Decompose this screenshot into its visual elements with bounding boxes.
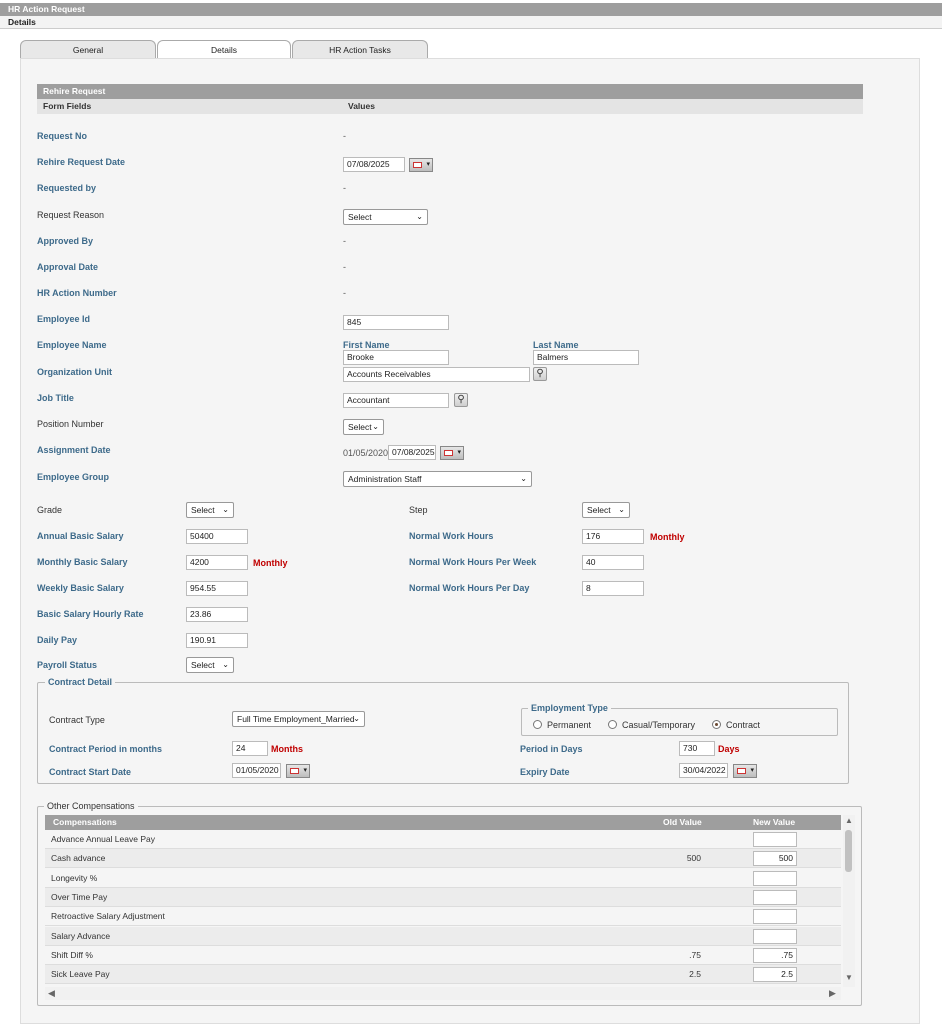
calendar-icon [444, 450, 453, 456]
chevron-down-icon: ⌄ [618, 505, 625, 514]
hours-day-input[interactable]: 8 [582, 581, 644, 596]
compensation-new-value-input[interactable]: 500 [753, 851, 797, 866]
col-form-fields: Form Fields [43, 101, 92, 111]
chevron-down-icon: ⌄ [372, 422, 379, 431]
contract-period-input[interactable]: 24 [232, 741, 268, 756]
col-values: Values [348, 101, 375, 111]
contract-period-label: Contract Period in months [49, 744, 163, 754]
compensation-new-value-input[interactable] [753, 871, 797, 886]
table-row [45, 927, 841, 946]
radio-contract[interactable] [712, 720, 721, 729]
chevron-down-icon: ⌄ [416, 212, 423, 221]
contract-detail-legend: Contract Detail [45, 677, 115, 687]
daily-pay-label: Daily Pay [37, 635, 78, 645]
horizontal-scrollbar[interactable] [45, 987, 841, 1000]
position-number-select[interactable] [343, 419, 384, 435]
compensation-name: Over Time Pay [51, 891, 108, 902]
approved-by-value: - [343, 236, 346, 246]
tab-details[interactable]: Details [157, 40, 291, 59]
request-no-label: Request No [37, 131, 88, 141]
radio-contract-label: Contract [726, 720, 761, 730]
period-days-input[interactable]: 730 [679, 741, 715, 756]
assignment-date-calendar-button[interactable] [440, 446, 464, 460]
scroll-left-icon[interactable]: ◀ [48, 988, 55, 998]
hourly-rate-label: Basic Salary Hourly Rate [37, 609, 144, 619]
search-icon: ⚲ [536, 368, 544, 379]
table-row [45, 907, 841, 926]
tab-hr-action-tasks[interactable]: HR Action Tasks [292, 40, 428, 58]
job-title-search-button[interactable] [454, 393, 468, 407]
table-row [45, 830, 841, 849]
grade-select[interactable] [186, 502, 234, 518]
org-unit-label: Organization Unit [37, 367, 112, 377]
step-select[interactable] [582, 502, 630, 518]
monthly-salary-input[interactable]: 4200 [186, 555, 248, 570]
expiry-date-input[interactable]: 30/04/2022 [679, 763, 728, 778]
contract-type-selected: Full Time Employment_Married [237, 714, 355, 724]
period-days-label: Period in Days [520, 744, 583, 754]
assignment-date-old: 01/05/2020 [343, 448, 389, 458]
calendar-icon [737, 768, 746, 774]
employment-type-legend: Employment Type [528, 703, 611, 713]
table-row [45, 888, 841, 907]
annual-salary-input[interactable]: 50400 [186, 529, 248, 544]
first-name-input[interactable]: Brooke [343, 350, 449, 365]
scrollbar-thumb[interactable] [845, 830, 852, 872]
section-title: Rehire Request [37, 84, 863, 99]
compensation-new-value-input[interactable] [753, 909, 797, 924]
chevron-down-icon: ⌄ [222, 505, 229, 514]
request-reason-select[interactable] [343, 209, 428, 225]
radio-casual-temporary-label: Casual/Temporary [622, 720, 696, 730]
hours-day-label: Normal Work Hours Per Day [409, 583, 530, 593]
compensation-old-value: .75 [689, 949, 701, 960]
column-header [37, 99, 863, 114]
payroll-status-select[interactable] [186, 657, 234, 673]
chevron-down-icon: ⌄ [222, 660, 229, 669]
compensations-table-header [45, 815, 841, 830]
approved-by-label: Approved By [37, 236, 94, 246]
normal-hours-label: Normal Work Hours [409, 531, 494, 541]
grade-selected: Select [191, 505, 215, 515]
step-selected: Select [587, 505, 611, 515]
chevron-down-icon: ⌄ [520, 474, 527, 483]
hr-action-number-value: - [343, 288, 346, 298]
last-name-input[interactable]: Balmers [533, 350, 639, 365]
position-number-selected: Select [348, 422, 372, 432]
compensations-legend: Other Compensations [44, 801, 138, 811]
period-days-unit: Days [718, 744, 740, 754]
dropdown-arrow-icon: ▾ [426, 161, 430, 168]
window-subtitle: Details [0, 16, 942, 29]
compensation-name: Advance Annual Leave Pay [51, 834, 155, 844]
compensation-new-value-input[interactable] [753, 929, 797, 944]
grade-label: Grade [37, 505, 63, 515]
compensation-name: Salary Advance [51, 930, 111, 941]
compensation-name: Retroactive Salary Adjustment [51, 911, 165, 922]
requested-by-value: - [343, 183, 346, 193]
table-row [45, 849, 841, 868]
calendar-icon [290, 768, 299, 774]
weekly-salary-input[interactable]: 954.55 [186, 581, 248, 596]
radio-casual-temporary[interactable] [608, 720, 617, 729]
compensation-new-value-input[interactable] [753, 832, 797, 847]
rehire-date-label: Rehire Request Date [37, 157, 126, 167]
compensation-name: Shift Diff % [51, 949, 93, 960]
header-old-value: Old Value [663, 817, 702, 827]
radio-permanent-label: Permanent [547, 720, 592, 730]
first-name-label: First Name [343, 340, 390, 350]
compensation-name: Sick Leave Pay [51, 969, 110, 980]
table-row [45, 946, 841, 965]
vertical-scrollbar[interactable] [843, 815, 855, 987]
compensation-name: Longevity % [51, 872, 98, 883]
normal-hours-input[interactable]: 176 [582, 529, 644, 544]
contract-type-label: Contract Type [49, 715, 105, 725]
scroll-down-icon[interactable]: ▼ [845, 973, 853, 982]
last-name-label: Last Name [533, 340, 579, 350]
monthly-salary-unit: Monthly [253, 558, 288, 568]
request-reason-selected: Select [348, 212, 372, 222]
calendar-icon [413, 162, 422, 168]
request-no-value: - [343, 131, 346, 141]
contract-start-input[interactable]: 01/05/2020 [232, 763, 281, 778]
compensation-new-value-input[interactable] [753, 890, 797, 905]
employee-id-label: Employee Id [37, 314, 91, 324]
rehire-date-calendar-button[interactable] [409, 158, 433, 172]
requested-by-label: Requested by [37, 183, 97, 193]
hr-action-number-label: HR Action Number [37, 288, 117, 298]
org-unit-input[interactable]: Accounts Receivables [343, 367, 530, 382]
weekly-salary-label: Weekly Basic Salary [37, 583, 124, 593]
payroll-status-label: Payroll Status [37, 660, 98, 670]
compensation-old-value: 2.5 [689, 969, 701, 980]
contract-start-label: Contract Start Date [49, 767, 132, 777]
approval-date-label: Approval Date [37, 262, 99, 272]
payroll-status-selected: Select [191, 660, 215, 670]
search-icon: ⚲ [457, 394, 465, 405]
monthly-salary-label: Monthly Basic Salary [37, 557, 128, 567]
compensation-name: Cash advance [51, 853, 106, 864]
chevron-down-icon: ⌄ [353, 714, 360, 723]
dropdown-arrow-icon: ▾ [457, 449, 461, 456]
daily-pay-input[interactable]: 190.91 [186, 633, 248, 648]
table-row [45, 869, 841, 888]
assignment-date-input[interactable]: 07/08/2025 [388, 445, 436, 460]
compensation-new-value-input[interactable]: 2.5 [753, 967, 797, 982]
scroll-up-icon[interactable]: ▲ [845, 816, 853, 825]
compensation-new-value-input[interactable]: .75 [753, 948, 797, 963]
expiry-date-label: Expiry Date [520, 767, 570, 777]
employee-group-selected: Administration Staff [348, 474, 422, 484]
normal-hours-unit: Monthly [650, 532, 685, 542]
employee-group-select[interactable] [343, 471, 532, 487]
assignment-date-label: Assignment Date [37, 445, 111, 455]
header-new-value: New Value [753, 817, 796, 827]
table-row [45, 965, 841, 984]
header-compensations: Compensations [53, 817, 117, 827]
compensation-old-value: 500 [686, 853, 701, 864]
job-title-input[interactable]: Accountant [343, 393, 449, 408]
contract-type-select[interactable] [232, 711, 365, 727]
approval-date-value: - [343, 262, 346, 272]
annual-salary-label: Annual Basic Salary [37, 531, 124, 541]
employee-group-label: Employee Group [37, 472, 110, 482]
org-unit-search-button[interactable] [533, 367, 547, 381]
job-title-label: Job Title [37, 393, 74, 403]
step-label: Step [409, 505, 428, 515]
hours-week-label: Normal Work Hours Per Week [409, 557, 537, 567]
dropdown-arrow-icon: ▾ [750, 767, 754, 774]
contract-period-unit: Months [271, 744, 303, 754]
rehire-date-input[interactable]: 07/08/2025 [343, 157, 405, 172]
employee-name-label: Employee Name [37, 340, 107, 350]
expiry-date-calendar-button[interactable] [733, 764, 757, 778]
window-title: HR Action Request [0, 3, 942, 16]
position-number-label: Position Number [37, 419, 104, 429]
contract-start-calendar-button[interactable] [286, 764, 310, 778]
hours-week-input[interactable]: 40 [582, 555, 644, 570]
dropdown-arrow-icon: ▾ [303, 767, 307, 774]
radio-permanent[interactable] [533, 720, 542, 729]
scroll-right-icon[interactable]: ▶ [829, 988, 836, 998]
tab-general[interactable]: General [20, 40, 156, 58]
employee-id-input[interactable]: 845 [343, 315, 449, 330]
hourly-rate-input[interactable]: 23.86 [186, 607, 248, 622]
request-reason-label: Request Reason [37, 210, 105, 220]
